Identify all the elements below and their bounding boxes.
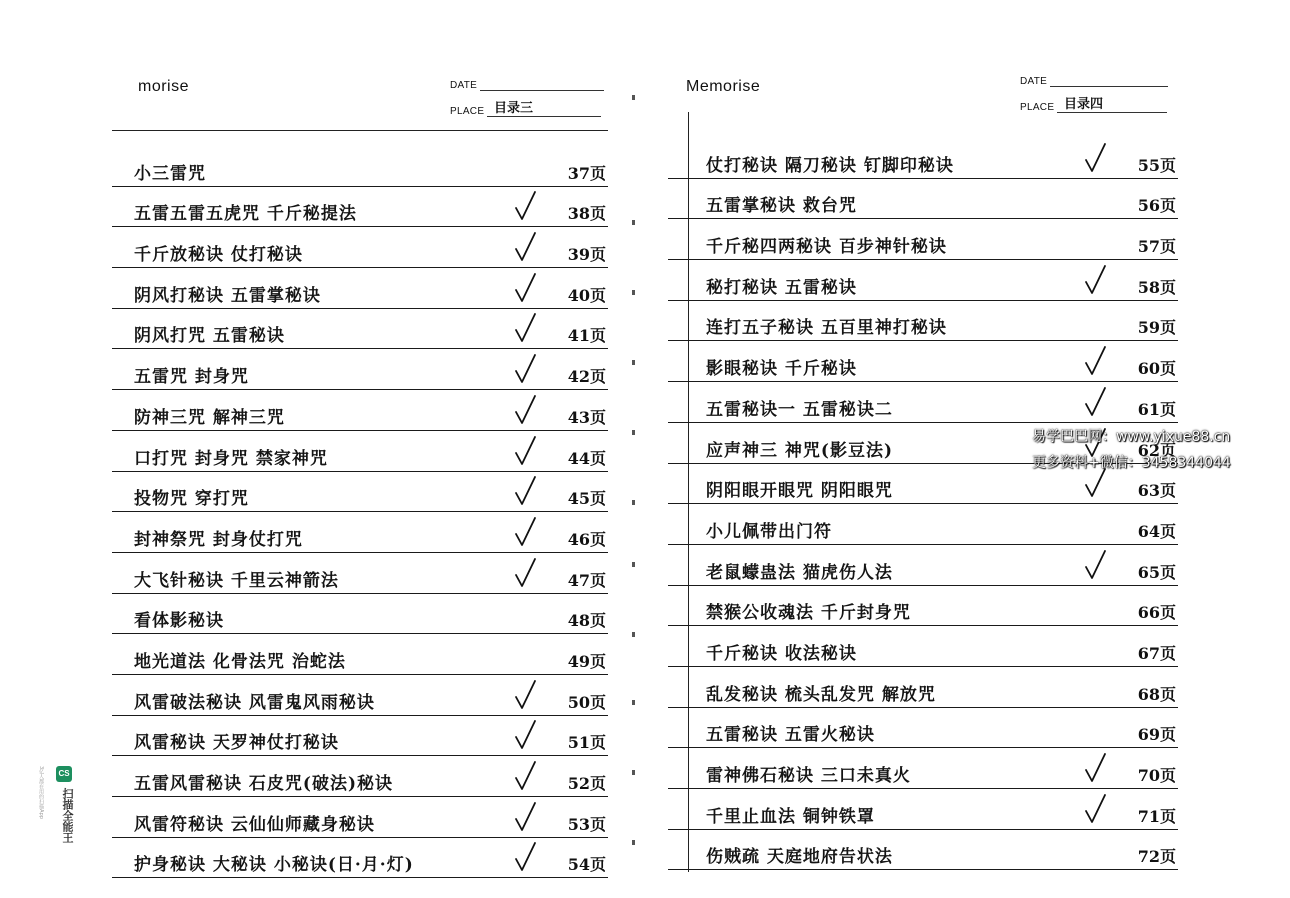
checkmark-icon [514,842,536,872]
checkmark-icon [1084,468,1106,498]
toc-entry-page: 71页 [1137,806,1176,826]
date-label: DATE [450,80,478,91]
watermark-wechat: 更多资料+微信：3458344044 [1032,455,1231,471]
checkmark-icon [514,436,536,466]
toc-entry-page: 45页 [567,489,606,509]
place-field [450,101,601,117]
toc-row [112,838,608,879]
toc-entry-title: 风雷破法秘诀 风雷鬼风雨秘诀 [134,692,375,713]
toc-entry-page: 72页 [1137,847,1176,867]
toc-entry-page: 41页 [567,326,606,346]
checkmark-icon [514,720,536,750]
toc-entry-page: 64页 [1137,521,1176,541]
toc-entry-title: 千斤放秘诀 仗打秘诀 [134,245,303,266]
toc-row [668,382,1178,423]
toc-row [112,512,608,553]
toc-entry-title: 仗打秘诀 隔刀秘诀 钉脚印秘诀 [706,155,954,176]
checkmark-icon [514,761,536,791]
toc-entry-title: 大飞针秘诀 千里云神箭法 [134,570,339,591]
place-label: PLACE [450,106,485,117]
toc-row [112,268,608,309]
checkmark-icon [514,517,536,547]
toc-entry-title: 小儿佩带出门符 [706,521,832,542]
toc-row [668,504,1178,545]
camscanner-badge [38,766,76,876]
toc-entry-page: 46页 [567,529,606,549]
toc-entry-title: 千斤秘诀 收法秘诀 [706,643,857,664]
toc-entry-title: 投物咒 穿打咒 [134,489,249,510]
toc-entry-page: 47页 [567,570,606,590]
binder-hole [632,500,635,505]
ruled-line [668,869,1178,870]
toc-entry-page: 65页 [1137,562,1176,582]
toc-row [668,301,1178,342]
binder-hole [632,840,635,845]
toc-entry-page: 53页 [567,814,606,834]
toc-entry-title: 千里止血法 铜钟铁罩 [706,806,875,827]
toc-entry-title: 连打五子秘诀 五百里神打秘诀 [706,318,947,339]
checkmark-icon [514,232,536,262]
checkmark-icon [1084,265,1106,295]
toc-entry-title: 禁猴公收魂法 千斤封身咒 [706,603,911,624]
checkmark-icon [514,802,536,832]
toc-list [112,146,608,878]
toc-row [668,586,1178,627]
toc-row [112,472,608,513]
toc-entry-title: 封神祭咒 封身仗打咒 [134,529,303,550]
place-value: 目录三 [494,101,534,116]
toc-entry-title: 乱发秘诀 梳头乱发咒 解放咒 [706,684,936,705]
toc-entry-title: 看体影秘诀 [134,611,224,632]
binder-hole [632,430,635,435]
watermark-site: 易学巴巴网：www.yixue88.cn [1032,429,1231,445]
checkmark-icon [514,395,536,425]
binder-hole [632,562,635,567]
checkmark-icon [514,680,536,710]
camscanner-tagline: 3亿人都在用的扫描App [38,766,44,819]
toc-entry-title: 口打咒 封身咒 禁家神咒 [134,448,328,469]
toc-entry-title: 风雷秘诀 天罗神仗打秘诀 [134,733,339,754]
toc-row [112,227,608,268]
toc-entry-title: 老鼠蠓蛊法 猫虎伤人法 [706,562,893,583]
toc-entry-page: 57页 [1137,237,1176,257]
toc-entry-page: 62页 [1137,440,1176,460]
toc-entry-page: 58页 [1137,277,1176,297]
toc-row [668,341,1178,382]
toc-entry-title: 影眼秘诀 千斤秘诀 [706,359,857,380]
place-label: PLACE [1020,102,1055,113]
toc-entry-page: 54页 [567,855,606,875]
toc-entry-title: 五雷五雷五虎咒 千斤秘提法 [134,204,357,225]
toc-entry-page: 63页 [1137,481,1176,501]
toc-entry-title: 五雷咒 封身咒 [134,367,249,388]
checkmark-icon [1084,346,1106,376]
toc-row [112,390,608,431]
binder-hole [632,632,635,637]
checkmark-icon [1084,753,1106,783]
toc-entry-page: 55页 [1137,155,1176,175]
toc-entry-title: 防神三咒 解神三咒 [134,407,285,428]
toc-row [668,179,1178,220]
toc-entry-title: 护身秘诀 大秘诀 小秘诀(日·月·灯) [134,855,414,876]
toc-row [112,349,608,390]
checkmark-icon [1084,143,1106,173]
binder-hole [632,220,635,225]
binder-hole [632,770,635,775]
toc-list [668,138,1178,870]
checkmark-icon [514,476,536,506]
binder-hole [632,290,635,295]
toc-entry-page: 50页 [567,692,606,712]
toc-entry-page: 48页 [567,611,606,631]
toc-entry-page: 37页 [567,163,606,183]
toc-entry-title: 伤贼疏 天庭地府告状法 [706,847,893,868]
toc-row [112,756,608,797]
toc-entry-title: 千斤秘四两秘诀 百步神针秘诀 [706,237,947,258]
toc-row [112,797,608,838]
place-field [1020,97,1167,113]
checkmark-icon [514,558,536,588]
date-field [450,80,604,91]
toc-row [112,553,608,594]
ruled-line [112,877,608,878]
toc-row [112,431,608,472]
toc-entry-page: 68页 [1137,684,1176,704]
toc-entry-title: 五雷秘诀 五雷火秘诀 [706,725,875,746]
toc-entry-page: 61页 [1137,399,1176,419]
toc-entry-title: 雷神佛石秘诀 三口未真火 [706,766,911,786]
notebook-brand: morise [138,78,190,95]
date-label: DATE [1020,76,1048,87]
date-field [1020,76,1168,87]
toc-row [668,708,1178,749]
toc-row [112,309,608,350]
toc-entry-page: 66页 [1137,603,1176,623]
toc-entry-page: 56页 [1137,196,1176,216]
toc-entry-title: 阴风打咒 五雷秘诀 [134,326,285,347]
binder-hole [632,360,635,365]
checkmark-icon [514,354,536,384]
toc-entry-page: 49页 [567,651,606,671]
toc-entry-title: 小三雷咒 [134,163,206,184]
toc-row [668,789,1178,830]
toc-entry-page: 59页 [1137,318,1176,338]
toc-entry-page: 38页 [567,204,606,224]
toc-entry-title: 五雷掌秘诀 救台咒 [706,196,857,217]
toc-row [112,675,608,716]
toc-row [112,716,608,757]
checkmark-icon [514,313,536,343]
left-page [112,60,608,876]
toc-entry-title: 地光道法 化骨法咒 治蛇法 [134,651,346,672]
toc-entry-page: 52页 [567,774,606,793]
toc-row [668,545,1178,586]
toc-row [112,594,608,635]
toc-row [668,667,1178,708]
toc-entry-page: 44页 [567,448,606,468]
notebook-brand: Memorise [686,78,761,95]
toc-row [668,219,1178,260]
toc-entry-page: 51页 [567,733,606,753]
checkmark-icon [514,191,536,221]
toc-entry-title: 应声神三 神咒(影豆法) [706,440,894,461]
toc-entry-page: 60页 [1137,359,1176,379]
toc-row [112,634,608,675]
toc-row [668,830,1178,871]
camscanner-name: 扫描全能王 [61,788,74,843]
toc-entry-title: 五雷秘诀一 五雷秘诀二 [706,399,893,420]
toc-entry-page: 40页 [567,285,606,305]
toc-entry-page: 43页 [567,407,606,427]
header-rule [112,130,608,131]
binder-hole [632,95,635,100]
checkmark-icon [1084,794,1106,824]
toc-row [668,260,1178,301]
toc-row [668,748,1178,789]
toc-entry-title: 阴风打秘诀 五雷掌秘诀 [134,285,321,306]
toc-row [668,138,1178,179]
place-value: 目录四 [1064,97,1104,112]
binder-hole [632,700,635,705]
toc-entry-title: 五雷风雷秘诀 石皮咒(破法)秘诀 [134,774,394,794]
toc-entry-title: 秘打秘诀 五雷秘诀 [706,277,857,298]
toc-entry-page: 42页 [567,367,606,387]
toc-entry-page: 67页 [1137,643,1176,663]
camscanner-logo-icon: CS [56,766,72,782]
checkmark-icon [1084,550,1106,580]
toc-row [668,626,1178,667]
toc-entry-page: 69页 [1137,725,1176,745]
toc-entry-page: 70页 [1137,766,1176,785]
toc-row [112,146,608,187]
toc-entry-title: 阴阳眼开眼咒 阴阳眼咒 [706,481,893,502]
toc-entry-title: 风雷符秘诀 云仙仙师藏身秘诀 [134,814,375,835]
toc-row [112,187,608,228]
checkmark-icon [1084,387,1106,417]
toc-entry-page: 39页 [567,245,606,265]
checkmark-icon [514,273,536,303]
